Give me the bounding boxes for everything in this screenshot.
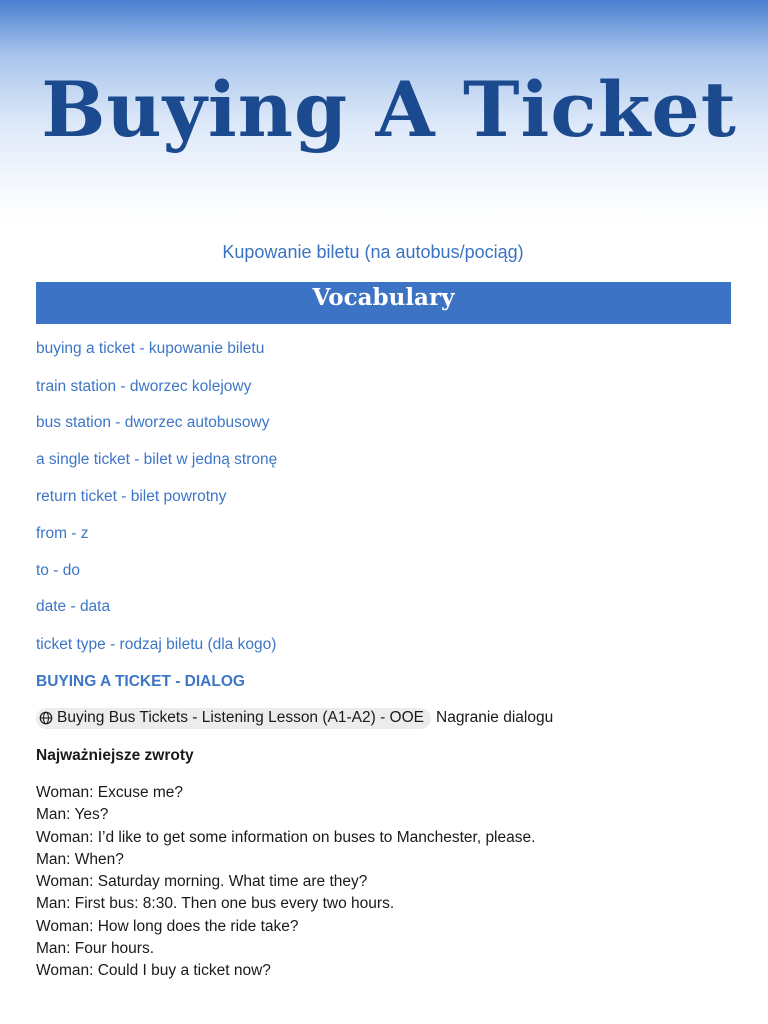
page-title: Buying A Ticket [41,65,737,154]
phrases-heading: Najważniejsze zwroty [36,747,194,764]
recording-link-row [36,707,553,729]
dialog-heading: BUYING A TICKET - DIALOG [36,673,245,690]
vocabulary-item: a single ticket - bilet w jedną stronę [36,451,278,468]
globe-icon [39,711,53,725]
dialog-line: Woman: I’d like to get some information on buses to Manchester, please. [36,828,536,846]
vocabulary-item: to - do [36,562,80,579]
page-subtitle: Kupowanie biletu (na autobus/pociąg) [222,242,524,262]
vocabulary-item: buying a ticket - kupowanie biletu [36,340,265,357]
dialog-line: Man: When? [36,850,124,868]
dialog-line: Man: Yes? [36,806,109,824]
dialog-line: Woman: Saturday morning. What time are they? [36,873,368,891]
vocabulary-item: ticket type - rodzaj biletu (dla kogo) [36,636,277,653]
recording-link-label[interactable]: Buying Bus Tickets - Listening Lesson (A1-A2) - OOE [57,709,424,726]
vocabulary-item: date - data [36,598,111,615]
vocabulary-item: train station - dworzec kolejowy [36,378,252,395]
dialog-line: Woman: Could I buy a ticket now? [36,962,271,980]
vocabulary-heading: Vocabulary [312,284,455,311]
vocabulary-item: bus station - dworzec autobusowy [36,414,270,431]
dialog-line: Man: First bus: 8:30. Then one bus every two hours. [36,895,395,913]
dialog-line: Man: Four hours. [36,940,155,958]
vocabulary-section-bar [36,282,731,324]
vocabulary-item: from - z [36,525,89,542]
dialog-line: Woman: Excuse me? [36,784,184,801]
dialog-line: Woman: How long does the ride take? [36,917,299,935]
recording-link-chip[interactable] [36,708,431,729]
vocabulary-item: return ticket - bilet powrotny [36,488,227,505]
recording-link-caption: Nagranie dialogu [436,709,554,726]
dialog-lines [36,782,535,983]
